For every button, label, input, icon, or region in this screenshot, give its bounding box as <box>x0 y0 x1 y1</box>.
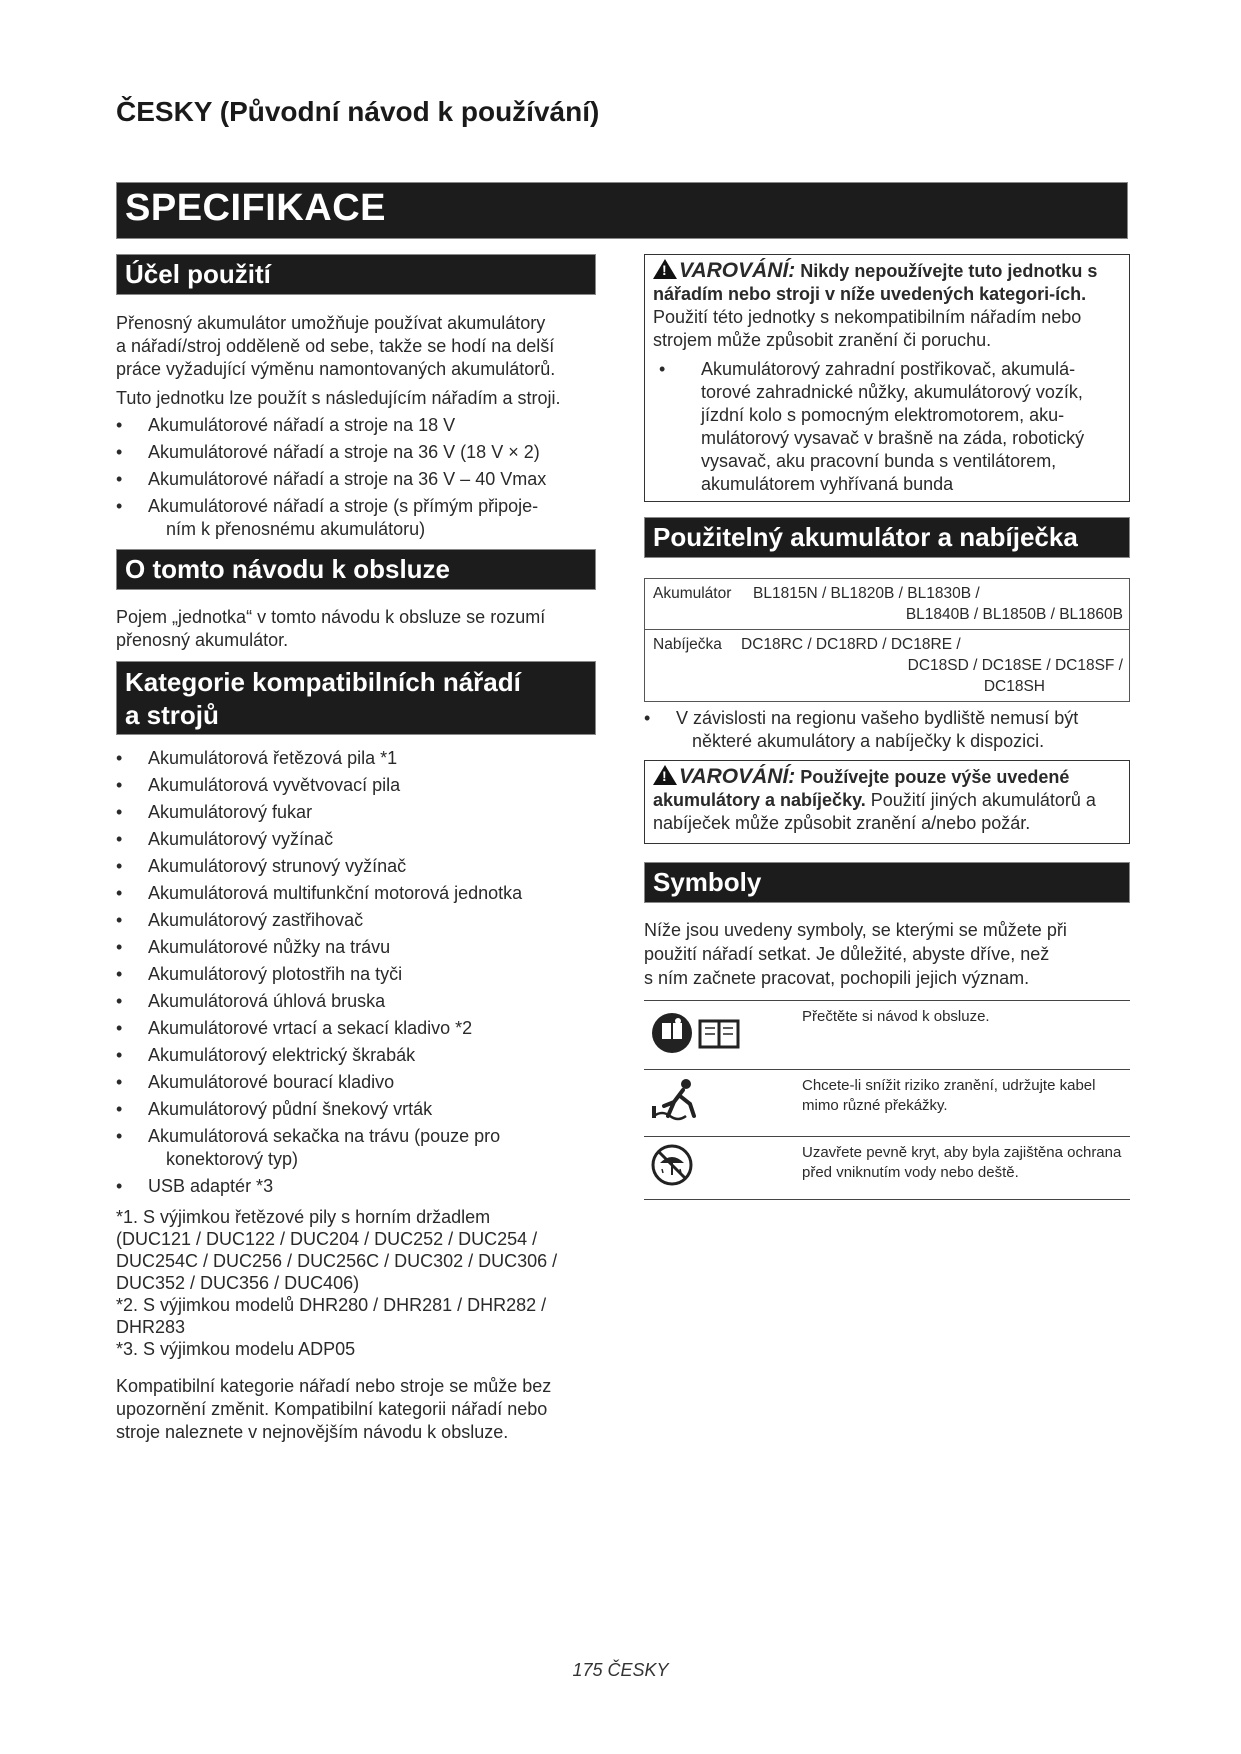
text-line: stroje naleznete v nejnovějším návodu k obsluze. <box>116 1422 509 1442</box>
symbol-description: Uzavřete pevně kryt, aby byla zajištěna ochrana před vniknutím vody nebo deště. <box>796 1137 1130 1200</box>
warning-text: Použití jiných akumulátorů a nabíječek může způsobit zranění a/nebo požár. <box>653 790 1096 833</box>
list-item: • Akumulátorová multifunkční motorová jednotka <box>116 882 606 905</box>
text-line: přenosný akumulátor. <box>116 630 289 650</box>
ucel-list <box>116 414 606 545</box>
footnote-line: DHR283 <box>116 1317 186 1337</box>
table-cell <box>645 579 1130 630</box>
heading-kategorie <box>116 661 596 735</box>
warning-label: VAROVÁNÍ: <box>679 259 796 282</box>
text-line: Akumulátorová sekačka na trávu (pouze pro <box>148 1126 501 1146</box>
warning-triangle-icon <box>653 259 677 279</box>
text-line: Pojem „jednotka“ v tomto návodu k obsluze se rozumí <box>116 607 546 627</box>
page-title: ČESKY (Původní návod k používání) <box>116 96 600 127</box>
table-cell <box>645 630 1130 702</box>
no-water-icon <box>650 1143 696 1187</box>
row-label: Akumulátor <box>653 585 732 602</box>
symbol-description: Chcete-li snížit riziko zranění, udržujte kabel mimo různé překážky. <box>796 1070 1130 1137</box>
warning-box-batteries <box>644 760 1130 844</box>
list-item: • Akumulátorová vyvětvovací pila <box>116 774 606 797</box>
text-line: Níže jsou uvedeny symboly, se kterými se můžete při <box>644 920 1067 940</box>
list-item: • Akumulátorový zastřihovač <box>116 909 606 932</box>
text-line: a nářadí/stroj odděleně od sebe, takže se hodí na delší <box>116 336 555 356</box>
text-line: V závislosti na regionu vašeho bydliště nemusí být <box>676 708 1079 728</box>
list-item <box>116 495 606 541</box>
note-bullet <box>644 707 1134 753</box>
symbol-cell <box>644 1137 796 1200</box>
battery-charger-table <box>644 578 1130 702</box>
text-line: některé akumulátory a nabíječky k dispozici. <box>692 731 1045 751</box>
text-line: práce vyžadující výměnu namontovaných akumulátorů. <box>116 359 556 379</box>
page-number: 175 ČESKY <box>572 1660 669 1680</box>
bullet-dot: • <box>659 359 666 379</box>
text-line: konektorový typ) <box>166 1149 299 1169</box>
warning-label: VAROVÁNÍ: <box>679 765 796 788</box>
list-item: • USB adaptér *3 <box>116 1175 606 1198</box>
table-row <box>644 1137 1130 1200</box>
kategorie-notes <box>116 1206 616 1360</box>
kategorie-closing <box>116 1375 616 1444</box>
warning-text: Použití této jednotky s nekompatibilním nářadím nebo strojem může způsobit zranění či poruchu. <box>653 307 1082 350</box>
table-row <box>644 1001 1130 1070</box>
list-item: • Akumulátorové nůžky na trávu <box>116 936 606 959</box>
symboly-intro <box>644 918 1134 990</box>
text-line: upozornění změnit. Kompatibilní kategorii nářadí nebo <box>116 1399 548 1419</box>
warning-bullet <box>653 358 1121 496</box>
list-item: • Akumulátorové bourací kladivo <box>116 1071 606 1094</box>
kategorie-list <box>116 747 606 1202</box>
text-line: ním k přenosnému akumulátoru) <box>166 519 426 539</box>
list-item: • Akumulátorové vrtací a sekací kladivo *2 <box>116 1017 606 1040</box>
list-item: • Akumulátorový elektrický škrabák <box>116 1044 606 1067</box>
text-line: použití nářadí setkat. Je důležité, abyste dříve, než <box>644 944 1050 964</box>
row-value: BL1815N / BL1820B / BL1830B / <box>753 585 980 602</box>
footnote-line: *1. S výjimkou řetězové pily s horním držadlem <box>116 1207 491 1227</box>
table-row <box>644 1070 1130 1137</box>
region-note <box>644 707 1134 753</box>
warning-box-incompatible <box>644 254 1130 502</box>
footnote-line: DUC352 / DUC356 / DUC406) <box>116 1273 360 1293</box>
list-item: • Akumulátorové nářadí a stroje na 36 V (18 V × 2) <box>116 441 606 464</box>
list-item <box>116 1125 606 1171</box>
footnote-line: *3. S výjimkou modelu ADP05 <box>116 1339 356 1359</box>
row-value: DC18SH <box>983 678 1045 695</box>
banner-title: SPECIFIKACE <box>125 187 386 229</box>
ucel-paragraph-2: Tuto jednotku lze použít s následujícím nářadím a stroji. <box>116 388 561 408</box>
text-line: Kategorie kompatibilních nářadí <box>125 667 521 697</box>
list-item: • Akumulátorová úhlová bruska <box>116 990 606 1013</box>
warning-bold-text: Nikdy nepoužívejte tuto jednotku s nářadím nebo stroji v níže uvedených kategori-ích. <box>653 261 1098 304</box>
warning-triangle-icon <box>653 765 677 785</box>
text-line: Kompatibilní kategorie nářadí nebo stroje se může bez <box>116 1376 552 1396</box>
footnote-line: DUC254C / DUC256 / DUC256C / DUC302 / DUC306 / <box>116 1251 558 1271</box>
heading-o-tomto-navodu: O tomto návodu k obsluze <box>116 549 596 590</box>
list-item: • Akumulátorový plotostřih na tyči <box>116 963 606 986</box>
heading-symboly: Symboly <box>644 862 1130 903</box>
text-line: a strojů <box>125 700 219 730</box>
table-row <box>645 630 1130 702</box>
cable-trip-hazard-icon <box>650 1076 710 1122</box>
table-row <box>645 579 1130 630</box>
heading-ucel-pouziti: Účel použití <box>116 254 596 295</box>
footnote-line: (DUC121 / DUC122 / DUC204 / DUC252 / DUC254 / <box>116 1229 538 1249</box>
row-value: DC18RC / DC18RD / DC18RE / <box>741 636 961 653</box>
symbols-table <box>644 1000 1130 1200</box>
symbol-cell <box>644 1001 796 1070</box>
warning-bullet-text: Akumulátorový zahradní postřikovač, akumulá-torové zahradnické nůžky, akumulátorový vozík, jízdní kolo s pomocným elektromotorem, aku-mulátorový vysavač v brašně na záda, robotický vysavač, aku pracovní bunda s ventilátorem, akumulátorem vyhřívaná bunda <box>701 359 1085 494</box>
list-item: • Akumulátorový půdní šnekový vrták <box>116 1098 606 1121</box>
list-item: • Akumulátorové nářadí a stroje na 18 V <box>116 414 606 437</box>
section-banner-specifikace <box>116 182 1128 239</box>
text-line: Akumulátorové nářadí a stroje (s přímým připoje- <box>148 496 539 516</box>
warning-bold-text: Používejte pouze výše uvedené akumulátory a nabíječky. <box>653 767 1070 810</box>
row-value: DC18SD / DC18SE / DC18SF / <box>907 657 1123 674</box>
read-manual-icon <box>650 1007 750 1057</box>
ucel-paragraph-1 <box>116 312 606 381</box>
list-item: • Akumulátorový fukar <box>116 801 606 824</box>
row-label: Nabíječka <box>653 636 722 653</box>
heading-pouzitelny-akumulator: Použitelný akumulátor a nabíječka <box>644 517 1130 558</box>
navod-paragraph <box>116 606 606 652</box>
list-item: • Akumulátorové nářadí a stroje na 36 V – 40 Vmax <box>116 468 606 491</box>
text-line: Přenosný akumulátor umožňuje používat akumulátory <box>116 313 546 333</box>
footnote-line: *2. S výjimkou modelů DHR280 / DHR281 / DHR282 / <box>116 1295 547 1315</box>
symbol-cell <box>644 1070 796 1137</box>
row-value: BL1840B / BL1850B / BL1860B <box>905 606 1123 623</box>
list-item: • Akumulátorový vyžínač <box>116 828 606 851</box>
list-item: • Akumulátorový strunový vyžínač <box>116 855 606 878</box>
text-line: s ním začnete pracovat, pochopili jejich význam. <box>644 968 1030 988</box>
bullet-dot: • <box>644 708 651 728</box>
list-item: • Akumulátorová řetězová pila *1 <box>116 747 606 770</box>
symbol-description: Přečtěte si návod k obsluze. <box>796 1001 1130 1070</box>
